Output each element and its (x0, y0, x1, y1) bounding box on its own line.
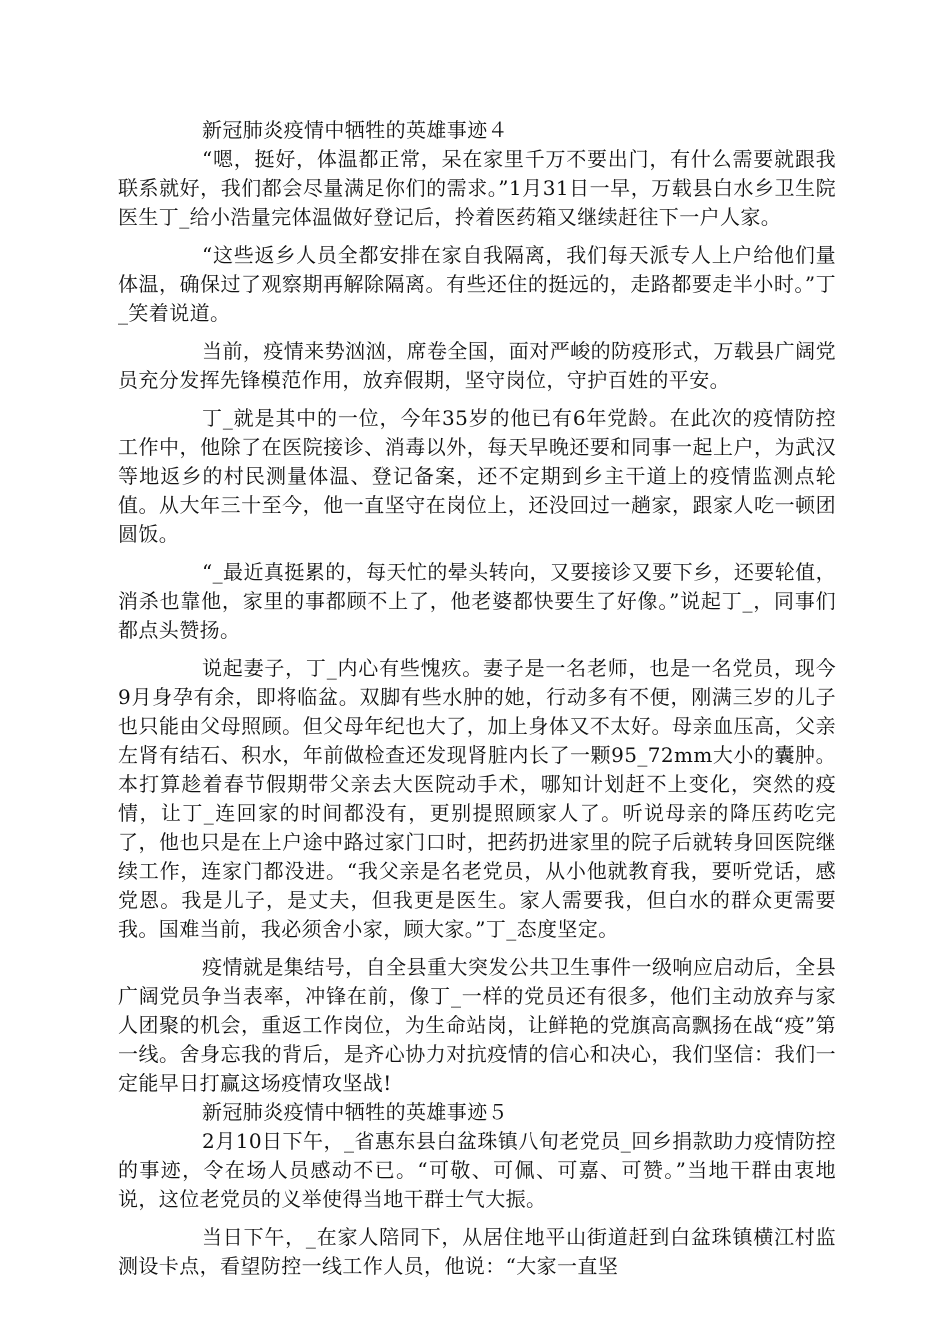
article-5-paragraph-1: 2月10日下午，_省惠东县白盆珠镇八旬老党员_回乡捐款助力疫情防控的事迹，令在场人员感动不已。“可敬、可佩、可嘉、可赞。”当地干群由衷地说，这位老党员的义举使得当地干群士气大振。 (118, 1129, 836, 1211)
paragraph-gap (118, 1214, 836, 1223)
paragraph-gap (118, 232, 836, 241)
article-5-paragraph-2: 当日下午，_在家人陪同下，从居住地平山街道赶到白盆珠镇横江村监测设卡点，看望防控一线工作人员，他说：“大家一直坚 (118, 1225, 836, 1278)
article-4-paragraph-3: 当前，疫情来势汹汹，席卷全国，面对严峻的防疫形式，万载县广阔党员充分发挥先锋模范作用，放弃假期，坚守岗位，守护百姓的平安。 (118, 339, 836, 392)
article-4-paragraph-4: 丁_就是其中的一位，今年35岁的他已有6年党龄。在此次的疫情防控工作中，他除了在医院接诊、消毒以外，每天早晚还要和同事一起上户，为武汉等地返乡的村民测量体温、登记备案，还不定期到乡主干道上的疫情监测点轮值。从大年三十至今，他一直坚守在岗位上，还没回过一趟家，跟家人吃一顿团圆饭。 (118, 406, 836, 546)
paragraph-gap (118, 328, 836, 337)
article-4-paragraph-1: “嗯，挺好，体温都正常，呆在家里千万不要出门，有什么需要就跟我联系就好，我们都会尽量满足你们的需求。”1月31日一早，万载县白水乡卫生院医生丁_给小浩量完体温做好登记后，拎着医药箱又继续赶往下一户人家。 (118, 147, 836, 229)
article-4-title: 新冠肺炎疫情中牺牲的英雄事迹４ (202, 118, 508, 142)
article-5-title: 新冠肺炎疫情中牺牲的英雄事迹５ (202, 1100, 508, 1124)
paragraph-gap (118, 645, 836, 654)
article-4-paragraph-7: 疫情就是集结号，自全县重大突发公共卫生事件一级响应启动后，全县广阔党员争当表率，冲锋在前，像丁_一样的党员还有很多，他们主动放弃与家人团聚的机会，重返工作岗位，为生命站岗，让鲜艳的党旗高高飘扬在战“疫”第一线。舍身忘我的背后，是齐心协力对抗疫情的信心和决心，我们坚信：我们一定能早日打赢这场疫情攻坚战! (118, 955, 836, 1095)
paragraph-gap (118, 944, 836, 953)
article-4-paragraph-5: “_最近真挺累的，每天忙的晕头转向，又要接诊又要下乡，还要轮值，消杀也靠他，家里的事都顾不上了，他老婆都快要生了好像。”说起丁_，同事们都点头赞扬。 (118, 560, 836, 642)
paragraph-gap (118, 549, 836, 558)
paragraph-gap (118, 395, 836, 404)
article-4-paragraph-6: 说起妻子，丁_内心有些愧疚。妻子是一名老师，也是一名党员，现今9月身孕有余，即将临盆。双脚有些水肿的她，行动多有不便，刚满三岁的儿子也只能由父母照顾。但父母年纪也大了，加上身体又不太好。母亲血压高，父亲左肾有结石、积水，年前做检查还发现肾脏内长了一颗95_72mm大小的囊肿。本打算趁着春节假期带父亲去大医院动手术，哪知计划赶不上变化，突然的疫情，让丁_连回家的时间都没有，更别提照顾家人了。听说母亲的降压药吃完了，他也只是在上户途中路过家门口时，把药扔进家里的院子后就转身回医院继续工作，连家门都没进。“我父亲是名老党员，从小他就教育我，要听党话，感党恩。我是儿子，是丈夫，但我更是医生。家人需要我，但白水的群众更需要我。国难当前，我必须舍小家，顾大家。”丁_态度坚定。 (118, 656, 836, 941)
article-4-paragraph-2: “这些返乡人员全都安排在家自我隔离，我们每天派专人上户给他们量体温，确保过了观察期再解除隔离。有些还住的挺远的，走路都要走半小时。”丁_笑着说道。 (118, 243, 836, 325)
document-page (118, 116, 836, 1281)
